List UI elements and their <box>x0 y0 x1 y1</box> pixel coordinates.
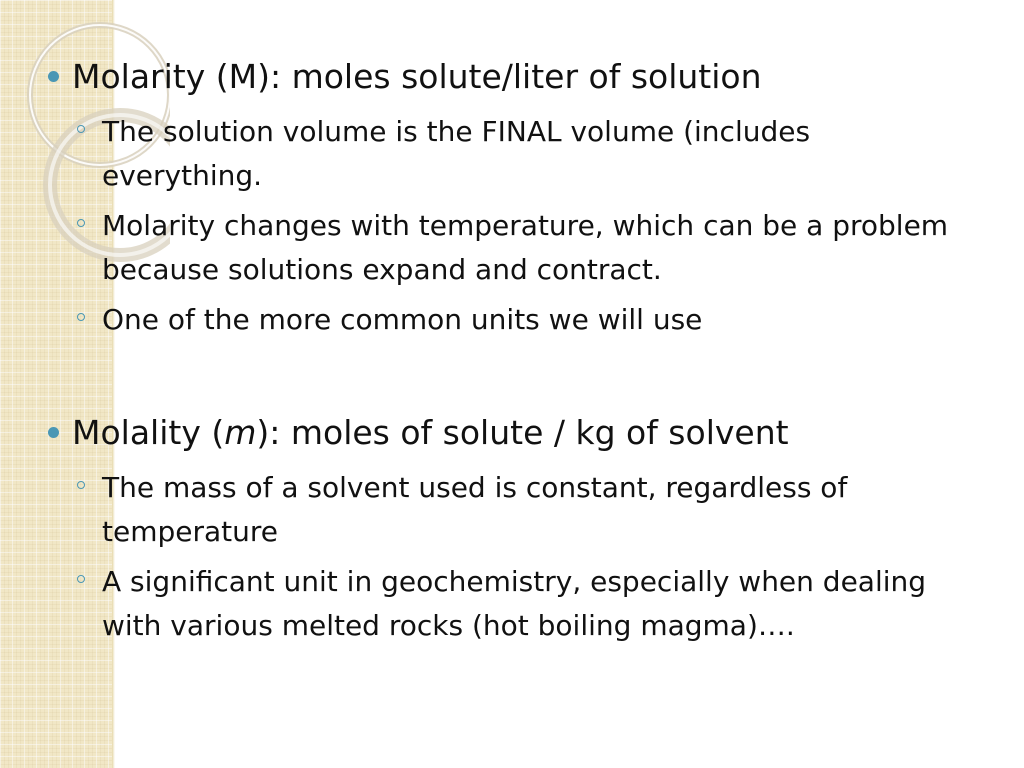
subbullet-text: A significant unit in geochemistry, especially when dealing with various melted rocks (hot boiling magma)…. <box>102 565 927 642</box>
subbullet-common-units <box>102 298 962 342</box>
subbullet-ring-icon <box>77 125 85 133</box>
subbullet-text: One of the more common units we will use <box>102 303 703 336</box>
bullet-text: Molarity (M): moles solute/liter of solution <box>72 57 762 96</box>
subbullet-mass-constant <box>102 466 962 554</box>
subbullet-final-volume <box>102 110 962 198</box>
bullet-molality <box>72 410 789 456</box>
subbullet-geochemistry <box>102 560 962 648</box>
subbullet-text: Molarity changes with temperature, which can be a problem because solutions expand and contract. <box>102 209 949 286</box>
subbullet-ring-icon <box>77 575 85 583</box>
bullet-dot-icon <box>48 427 59 438</box>
subbullet-text: The mass of a solvent used is constant, regardless of temperature <box>102 471 848 548</box>
bullet-text-before: Molality ( <box>72 413 225 452</box>
bullet-text-after: ): moles of solute / kg of solvent <box>256 413 789 452</box>
subbullet-text: The solution volume is the FINAL volume (includes everything. <box>102 115 811 192</box>
subbullet-ring-icon <box>77 219 85 227</box>
bullet-dot-icon <box>48 71 59 82</box>
subbullet-ring-icon <box>77 313 85 321</box>
subbullet-temperature <box>102 204 962 292</box>
subbullet-ring-icon <box>77 481 85 489</box>
bullet-molarity <box>72 54 762 100</box>
bullet-text-italic: m <box>224 413 257 452</box>
